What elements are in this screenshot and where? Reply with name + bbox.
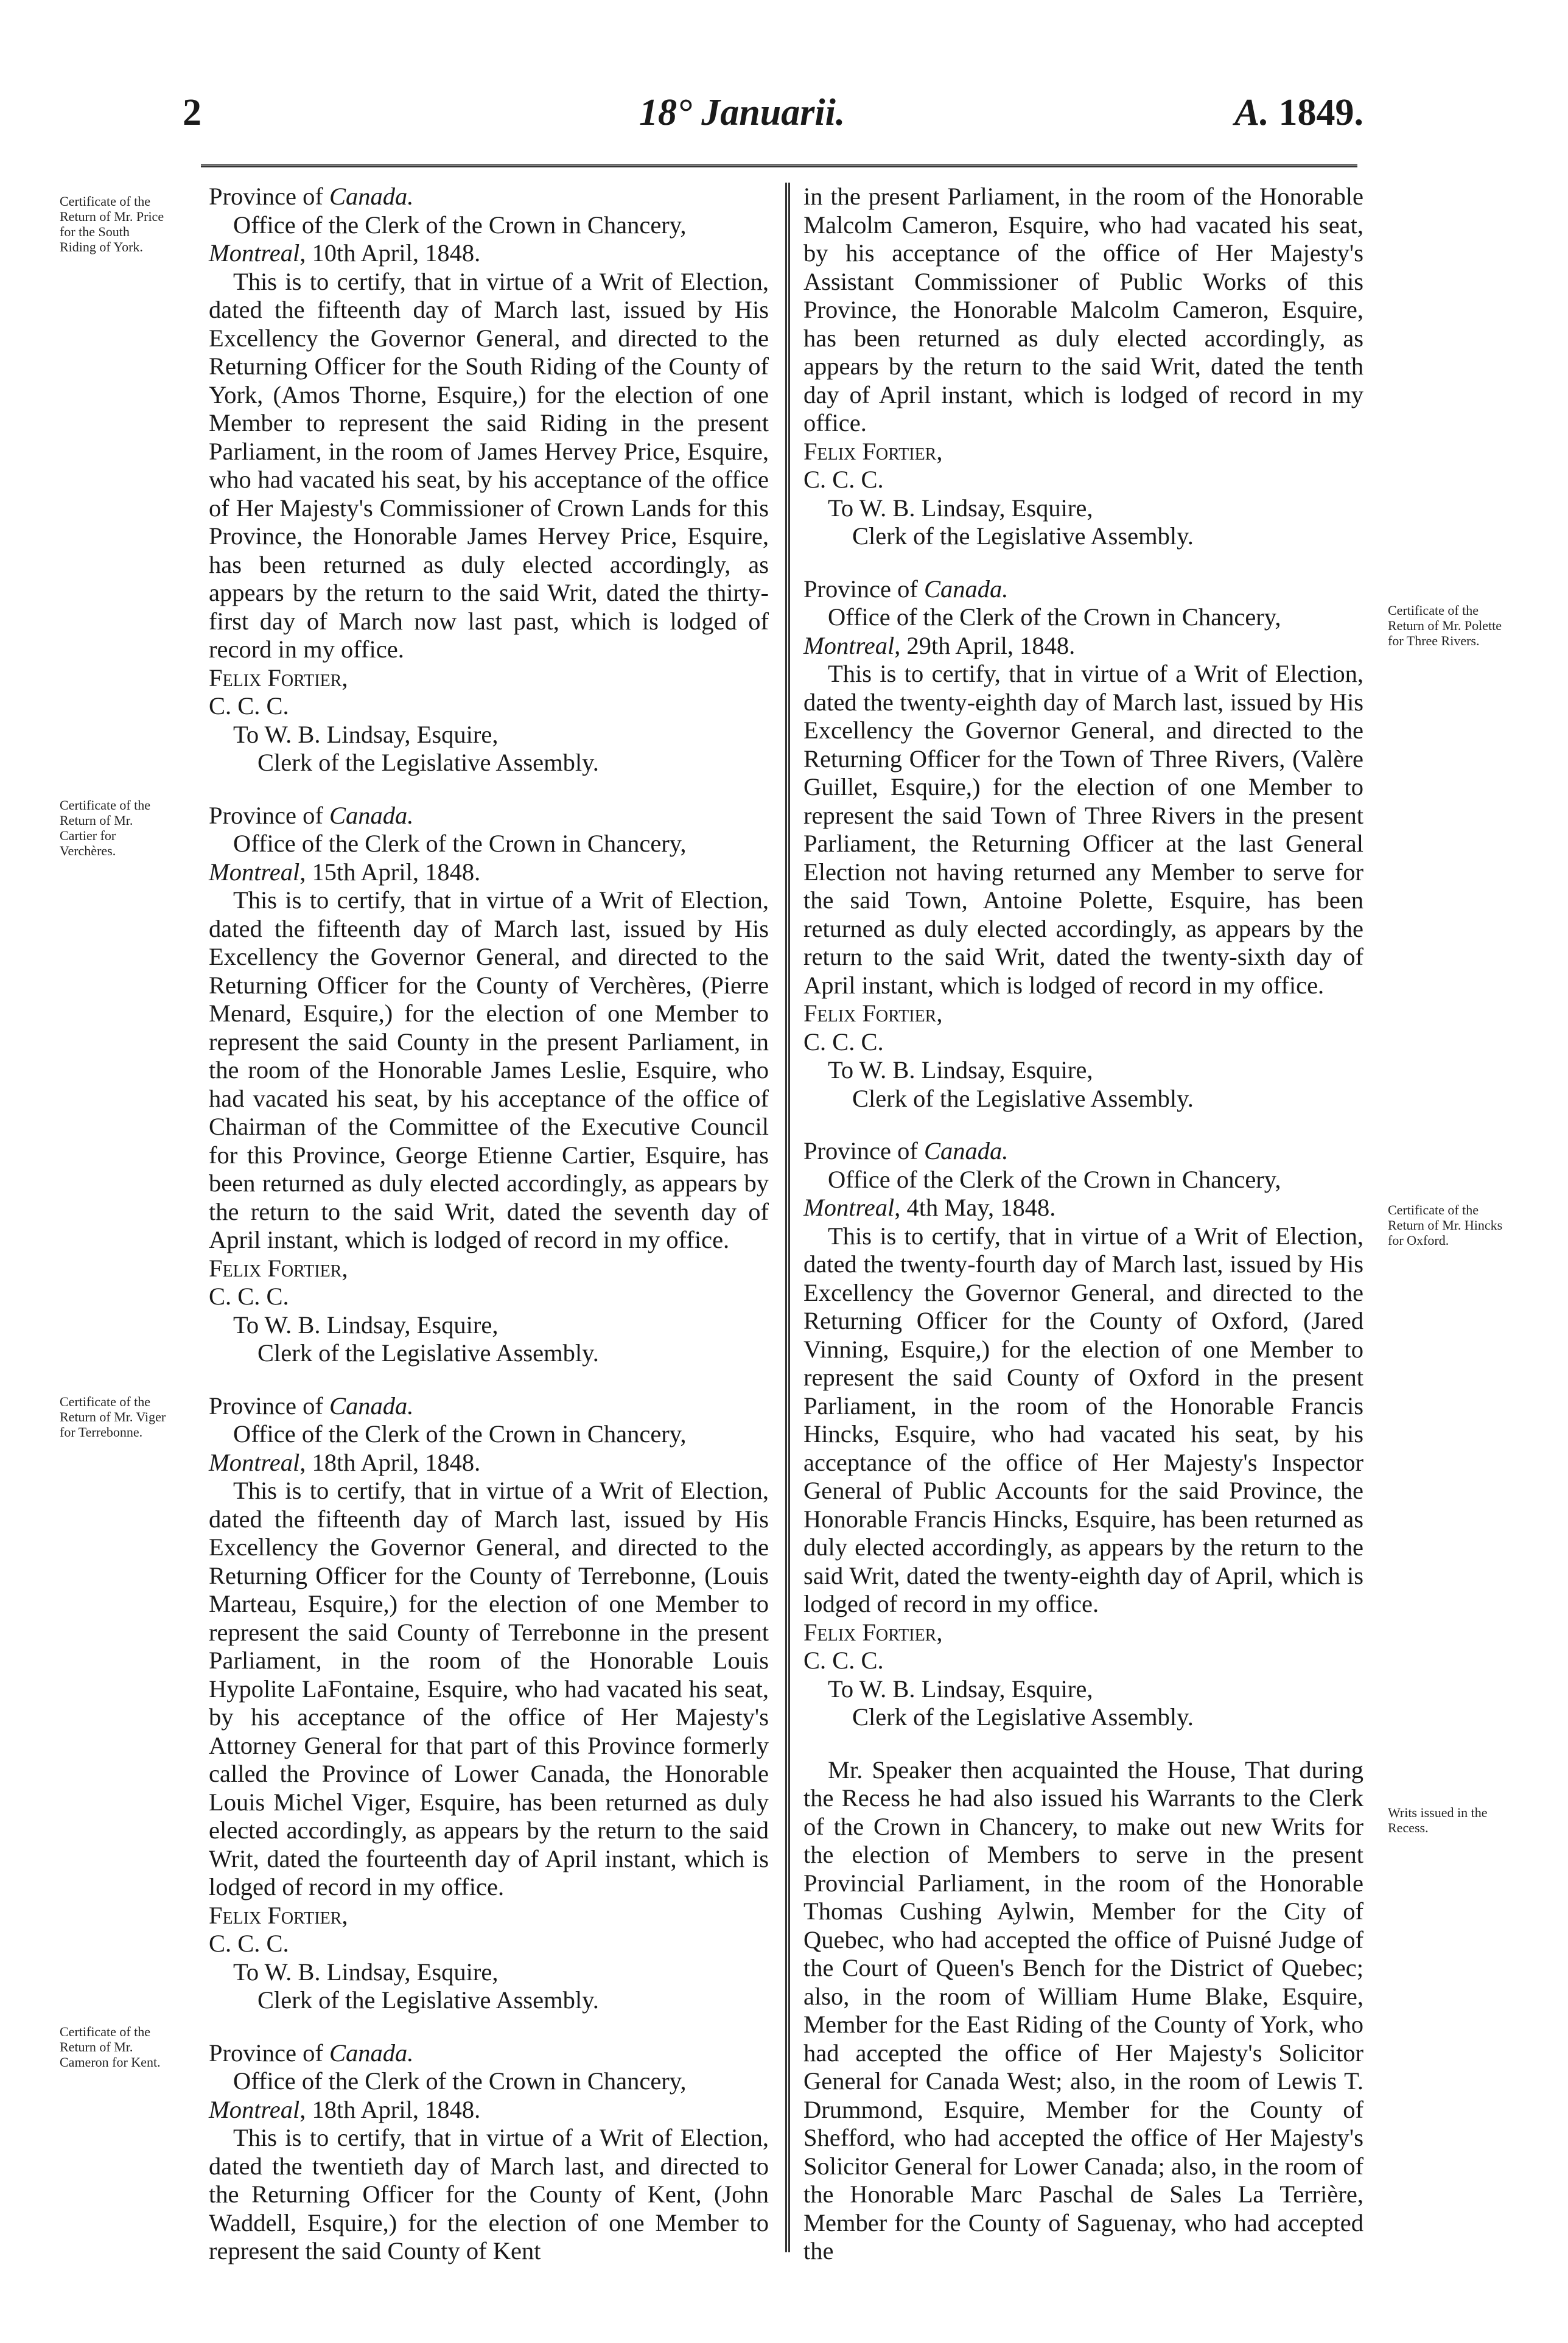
signature: Felix Fortier, — [209, 1901, 348, 1929]
signature-title: C. C. C. — [803, 1647, 884, 1674]
office-line: Office of the Clerk of the Crown in Chancery, — [233, 2067, 687, 2095]
continuation-body: in the present Parliament, in the room of the Honorable Malcolm Cameron, Esquire, who had vacated his seat, by his acceptance of the office of Her Majesty's Assistant Commissioner of Public Works of this Province, the Honorable Malcolm Cameron, Esquire, has been returned as duly elected accordingly, as appears by the return to the said Writ, dated the tenth day of April instant, which is lodged of record in my office. — [803, 183, 1363, 436]
signature: Felix Fortier, — [209, 1254, 348, 1282]
certificate-price — [209, 183, 769, 777]
certificate-body: This is to certify, that in virtue of a Writ of Election, dated the fifteenth day of March last, issued by His Excellency the Governor General, and directed to the Returning Officer for the South Riding of the County of York, (Amos Thorne, Esquire,) for the election of one Member to represent the said Riding in the present Parliament, in the room of James Hervey Price, Esquire, who had vacated his seat, by his acceptance of the office of Her Majesty's Commissioner of Crown Lands for this Province, the Honorable James Hervey Price, Esquire, has been returned as duly elected accordingly, as appears by the return to the said Writ, dated the thirty-first day of March now last past, which is lodged of record in my office. — [209, 267, 769, 663]
certificate-body: This is to certify, that in virtue of a Writ of Election, dated the twenty-fourth day of March last, issued by His Excellency the Governor General, and directed to the Returning Officer for the County of Oxford, (Jared Vinning, Esquire,) for the election of one Member to represent the said County of Oxford in the present Parliament, in the room of the Honorable Francis Hincks, Esquire, who had vacated his seat, by his acceptance of the office of Her Majesty's Inspector General of Public Accounts for the said Province, the Honorable Francis Hincks, Esquire, has been returned as duly elected accordingly, as appears by the return to the said Writ, dated the twenty-eighth day of April, which is lodged of record in my office. — [803, 1222, 1363, 1617]
certificate-cameron — [209, 2039, 769, 2266]
addressee: To W. B. Lindsay, Esquire, — [233, 1958, 499, 1986]
signature: Felix Fortier, — [209, 664, 348, 692]
signature: Felix Fortier, — [803, 437, 943, 465]
margin-note-polette: Certificate of the Return of Mr. Polette for Three Rivers. — [1388, 603, 1502, 648]
province-heading: Province of Canada. — [209, 183, 414, 210]
office-line: Office of the Clerk of the Crown in Chancery, — [233, 211, 687, 239]
addressee: To W. B. Lindsay, Esquire, — [233, 720, 499, 748]
margin-note-writs: Writs issued in the Recess. — [1388, 1805, 1488, 1835]
province-heading: Province of Canada. — [209, 1392, 414, 1420]
certificate-polette — [803, 575, 1363, 1113]
place-date: Montreal, 18th April, 1848. — [209, 1448, 481, 1476]
right-column — [803, 183, 1363, 2266]
office-line: Office of the Clerk of the Crown in Chancery, — [828, 1165, 1281, 1193]
signature: Felix Fortier, — [803, 1000, 943, 1027]
addressee-title: Clerk of the Legislative Assembly. — [257, 1986, 599, 2014]
margin-note-cartier: Certificate of the Return of Mr. Cartier for Verchères. — [60, 797, 151, 858]
signature-title: C. C. C. — [803, 1028, 884, 1056]
margin-note-hincks: Certificate of the Return of Mr. Hincks for Oxford. — [1388, 1202, 1503, 1248]
addressee-title: Clerk of the Legislative Assembly. — [852, 522, 1194, 550]
signature-title: C. C. C. — [209, 1283, 289, 1310]
addressee-title: Clerk of the Legislative Assembly. — [257, 749, 599, 776]
header-year — [1234, 91, 1363, 135]
column-divider — [785, 183, 790, 2252]
certificate-cameron-continued — [803, 183, 1363, 551]
province-heading: Province of Canada. — [209, 801, 414, 829]
certificate-viger — [209, 1392, 769, 2015]
addressee-title: Clerk of the Legislative Assembly. — [257, 1339, 599, 1367]
place-date: Montreal, 18th April, 1848. — [209, 2095, 481, 2123]
header-date: 18° Januarii. — [639, 92, 845, 133]
place-date: Montreal, 29th April, 1848. — [803, 631, 1076, 659]
place-date: Montreal, 15th April, 1848. — [209, 858, 481, 886]
province-heading: Province of Canada. — [803, 1137, 1009, 1164]
province-heading: Province of Canada. — [209, 2039, 414, 2067]
office-line: Office of the Clerk of the Crown in Chancery, — [828, 603, 1281, 631]
page-header — [183, 91, 1370, 140]
speaker-paragraph-block — [803, 1756, 1363, 2266]
certificate-body: This is to certify, that in virtue of a Writ of Election, dated the fifteenth day of March last, issued by His Excellency the Governor General, and directed to the Returning Officer for the County of Terrebonne, (Louis Marteau, Esquire,) for the election of one Member to represent the said County of Terrebonne in the present Parliament, in the room of the Honorable Louis Hypolite LaFontaine, Esquire, who had vacated his seat, by his acceptance of the office of Her Majesty's Attorney General for that part of this Province formerly called the Province of Lower Canada, the Honorable Louis Michel Viger, Esquire, has been returned as duly elected accordingly, as appears by the return to the said Writ, dated the fourteenth day of April instant, which is lodged of record in my office. — [209, 1477, 769, 1900]
place-date: Montreal, 4th May, 1848. — [803, 1194, 1056, 1221]
office-line: Office of the Clerk of the Crown in Chancery, — [233, 830, 687, 857]
left-column — [209, 183, 769, 2290]
addressee: To W. B. Lindsay, Esquire, — [828, 494, 1093, 522]
margin-note-viger: Certificate of the Return of Mr. Viger for Terrebonne. — [60, 1394, 166, 1440]
addressee: To W. B. Lindsay, Esquire, — [828, 1056, 1093, 1084]
margin-note-price: Certificate of the Return of Mr. Price for the South Riding of York. — [60, 194, 164, 254]
addressee-title: Clerk of the Legislative Assembly. — [852, 1084, 1194, 1112]
margin-note-cameron: Certificate of the Return of Mr. Cameron for Kent. — [60, 2024, 161, 2070]
certificate-cartier — [209, 802, 769, 1368]
certificate-hincks — [803, 1137, 1363, 1732]
addressee: To W. B. Lindsay, Esquire, — [828, 1675, 1093, 1703]
addressee: To W. B. Lindsay, Esquire, — [233, 1311, 499, 1339]
year-value: 1849. — [1278, 92, 1363, 133]
certificate-body: This is to certify, that in virtue of a Writ of Election, dated the fifteenth day of March last, issued by His Excellency the Governor General, and directed to the Returning Officer for the County of Verchères, (Pierre Menard, Esquire,) for the election of one Member to represent the said County in the present Parliament, in the room of the Honorable James Leslie, Esquire, who had vacated his seat, by his acceptance of the office of Chairman of the Committee of the Executive Council for this Province, George Etienne Cartier, Esquire, has been returned as duly elected accordingly, as appears by the return to the said Writ, dated the seventh day of April instant, which is lodged of record in my office. — [209, 886, 769, 1253]
speaker-paragraph: Mr. Speaker then acquainted the House, That during the Recess he had also issued his Warrants to the Clerk of the Crown in Chancery, to make out new Writs for the election of Members to serve in the present Provincial Parliament, in the room of the Honorable Thomas Cushing Aylwin, Member for the City of Quebec, who had accepted the office of Puisné Judge of the Court of Queen's Bench for the District of Quebec; also, in the room of William Hume Blake, Esquire, Member for the East Riding of the County of York, who had accepted the office of Her Majesty's Solicitor General for Canada West; also, in the room of Lewis T. Drummond, Esquire, Member for the County of Shefford, who had accepted the office of Her Majesty's Solicitor General for Lower Canada; also, in the room of the Honorable Marc Paschal de Sales La Terrière, Member for the County of Saguenay, who had accepted the — [803, 1756, 1363, 2264]
header-rule — [201, 164, 1357, 167]
signature: Felix Fortier, — [803, 1618, 943, 1646]
certificate-body: This is to certify, that in virtue of a Writ of Election, dated the twenty-eighth day of March last, issued by His Excellency the Governor General, and directed to the Returning Officer for the Town of Three Rivers, (Valère Guillet, Esquire,) for the election of one Member to represent the said Town of Three Rivers in the present Parliament, the Returning Officer at the last General Election not having returned any Member to serve for the said Town, Antoine Polette, Esquire, has been returned as duly elected accordingly, as appears by the return to the said Writ, dated the twenty-sixth day of April instant, which is lodged of record in my office. — [803, 660, 1363, 999]
page-number: 2 — [183, 92, 201, 133]
signature-title: C. C. C. — [209, 692, 289, 720]
certificate-body: This is to certify, that in virtue of a Writ of Election, dated the twentieth day of March last, and directed to the Returning Officer for the County of Kent, (John Waddell, Esquire,) for the election of one Member to represent the said County of Kent — [209, 2124, 769, 2264]
office-line: Office of the Clerk of the Crown in Chancery, — [233, 1420, 687, 1448]
year-prefix: A. — [1234, 92, 1269, 133]
addressee-title: Clerk of the Legislative Assembly. — [852, 1703, 1194, 1731]
signature-title: C. C. C. — [803, 466, 884, 493]
signature-title: C. C. C. — [209, 1930, 289, 1957]
place-date: Montreal, 10th April, 1848. — [209, 239, 481, 267]
province-heading: Province of Canada. — [803, 575, 1009, 603]
